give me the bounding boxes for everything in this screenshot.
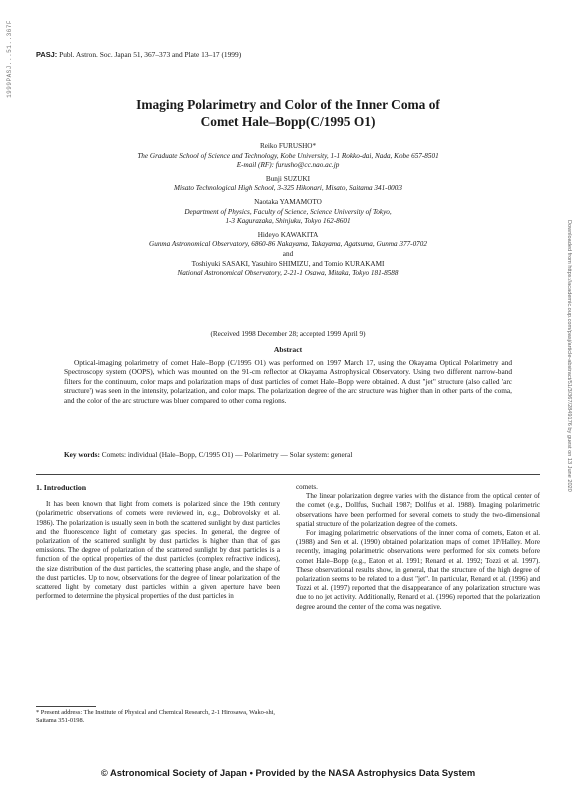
ads-credit: © Astronomical Society of Japan • Provided by the NASA Astrophysics Data System — [100, 767, 476, 778]
section-heading: 1. Introduction — [36, 483, 87, 492]
keywords-text: Comets: individual (Hale–Bopp, C/1995 O1) — Polarimetry — Solar system: general — [101, 450, 353, 459]
bibcode-margin: 1999PASJ...51..367F — [6, 20, 13, 98]
author-affiliation: Department of Physics, Faculty of Science, Science University of Tokyo, — [184, 207, 392, 216]
journal-line — [36, 50, 241, 59]
journal-citation: Publ. Astron. Soc. Japan 51, 367–373 and Plate 13–17 (1999) — [59, 50, 242, 59]
author-affiliation: The Graduate School of Science and Technology, Kobe University, 1-1 Rokko-dai, Nada, Kobe 657-8501 — [137, 151, 439, 160]
paragraph: comets. — [296, 483, 318, 491]
author-conjunction: and — [282, 249, 294, 258]
section-divider — [36, 474, 540, 475]
author-name: Reiko FURUSHO* — [259, 142, 317, 150]
paper-title — [60, 96, 516, 130]
journal-abbrev: PASJ: — [36, 50, 58, 59]
author-affiliation: Misato Technological High School, 3-325 Hikonari, Misato, Saitama 341-0003 — [174, 184, 402, 193]
author-name: Hideyo KAWAKITA — [257, 230, 319, 239]
author-affiliation: National Astronomical Observatory, 2-21-1 Osawa, Mitaka, Tokyo 181-8588 — [177, 269, 399, 278]
footnote: * Present address: The Institute of Physical and Chemical Research, 2-1 Hirosawa, Wako-shi, Saitama 351-0198. — [36, 709, 276, 725]
paragraph: For imaging polarimetric observations of the inner coma of comets, Eaton et al. (1988) and Sen et al. (1990) obtained polarization maps of comet 1P/Halley. More recently, imaging polarimetric observations were performed for six comets before comet Hale–Bopp (e.g., Eaton et al. 1991; Renard et al. 1992; Tozzi et al. 1997). These observational results show, in general, that the structure of the high degree of polarization seems to be related to a dust "jet". In particular, Renard et al. (1996) and Tozzi et al. (1997) reported that the disappearance of any polarization structure was due to no jet activity. Additionally, Renard et al. (1996) reported that the polarization degree around the center of the coma was negative. — [296, 529, 540, 611]
author-affiliation: Gunma Astronomical Observatory, 6860-86 Nakayama, Takayama, Agatsuma, Gunma 377-0702 — [149, 240, 427, 249]
abstract-text: Optical-imaging polarimetry of comet Hale–Bopp (C/1995 O1) was performed on 1997 March 17, using the Okayama Optical Polarimetry and Spectroscopy system (OOPS), which was mounted on the 91-cm reflector at Okayama Astrophysical Observatory. Using two different narrow-band filters for the continuum, color maps and polarization maps of dust particles of comet Hale–Bopp were obtained. A dust "jet" structure (also called 'arc structure') was seen in the intensity, polarization, and color maps. The polarization degree of the arc structure was higher than in other parts of the coma, and the color of the arc structure was bluer compared to other coma regions. — [64, 358, 512, 405]
download-notice: Downloaded from https://academic.oup.com/pasj/article-abstract/51/3/367/2849176 by guest on 13 June 2020 — [566, 220, 572, 492]
title-line-1: Imaging Polarimetry and Color of the Inner Coma of — [136, 97, 440, 112]
paragraph: The linear polarization degree varies with the distance from the optical center of the comet (e.g., Dollfus, Suchail 1987; Dollfus et al. 1988). Imaging polarimetric observations have been performed for several comets to study the two-dimensional spatial structure of the polarization degree of the comets. — [296, 492, 540, 528]
author-affiliation: 1-3 Kagurazaka, Shinjuku, Tokyo 162-8601 — [225, 217, 351, 226]
footnote-rule — [36, 706, 96, 707]
keywords — [64, 450, 512, 459]
author-name: Naotaka YAMAMOTO — [254, 197, 322, 206]
received-dates: (Received 1998 December 28; accepted 1999 April 9) — [210, 330, 366, 338]
paragraph: It has been known that light from comets is polarized since the 19th century (polarimetric observations of comets were reviewed in, e.g., Dobrovolsky et al. 1986). The polarization is usually seen in both the scattered sunlight by dust particles and the fluorescence light of cometary gas species. In general, the degree of polarization of the scattered sunlight by dust particles is higher than that of gas emissions. The degree of polarization of the scattered sunlight by dust particles is a function of the optical properties of the dust particles (complex refractive indices), the size distribution of the dust particles, the scattering phase angle, and the shape of the dust particles. Up to now, observations for the degree of linear polarization of the scattered light by cometary dust particles within a given aperture have been performed to determine the physical properties of the dust particles in — [36, 500, 280, 601]
author-name: Bunji SUZUKI — [265, 174, 311, 183]
author-email: E-mail (RF): furusho@cc.nao.ac.jp — [236, 161, 340, 170]
left-column — [36, 483, 280, 601]
title-line-2: Comet Hale–Bopp(C/1995 O1) — [200, 114, 376, 129]
keywords-label: Key words: — [64, 450, 100, 459]
author-name: Toshiyuki SASAKI, Yasuhiro SHIMIZU, and Tomio KURAKAMI — [191, 259, 385, 268]
abstract-heading: Abstract — [273, 345, 303, 354]
right-column — [296, 483, 540, 612]
author-block — [60, 142, 516, 279]
